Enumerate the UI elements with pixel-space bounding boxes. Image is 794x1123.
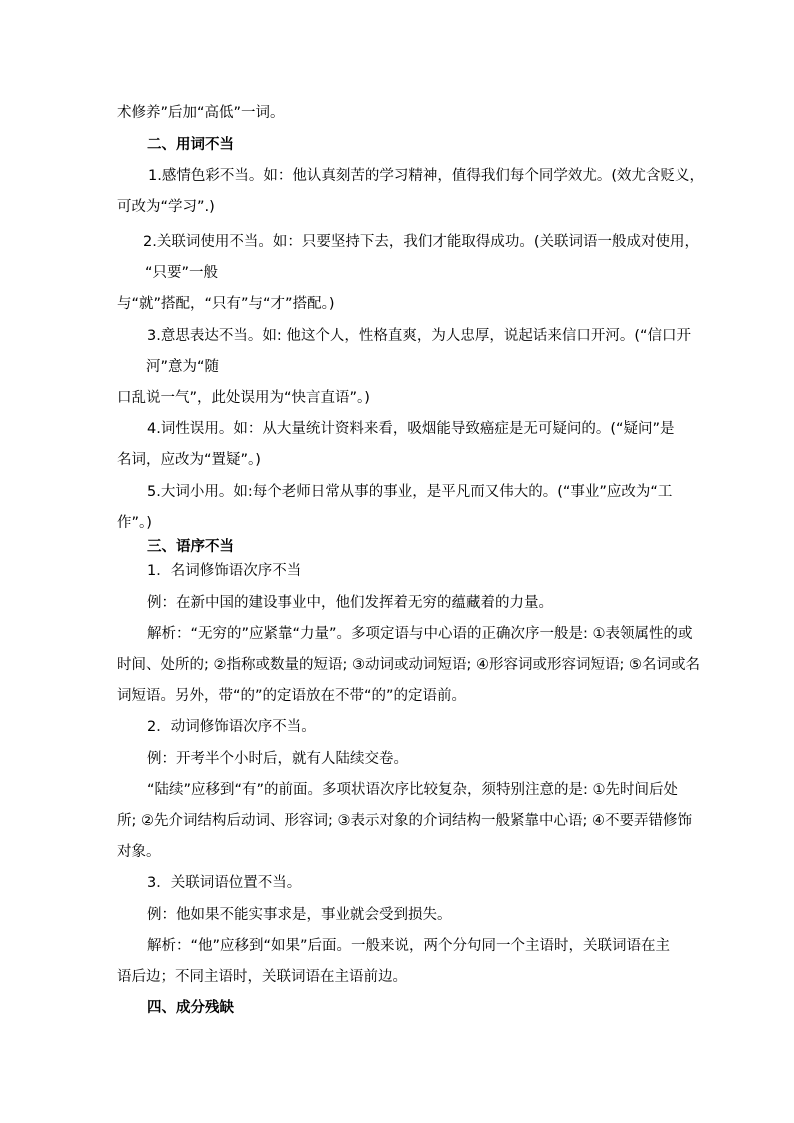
- text-line: 解析：“他”应移到“如果”后面。一般来说，两个分句同一个主语时，关联词语在主: [147, 938, 671, 954]
- text-line: 时间、处所的; ②指称或数量的短语; ③动词或动词短语; ④形容词或形容词短语; ⑤名词或名: [117, 657, 700, 673]
- text-line: 解析：“无穷的”应紧靠“力量”。多项定语与中心语的正确次序一般是: ①表领属性的或: [147, 626, 693, 642]
- text-line: 2.关联词使用不当。如：只要坚持下去，我们才能取得成功。(关联词语一般成对使用，: [143, 234, 699, 250]
- text-line: 作”。): [117, 515, 152, 531]
- text-line: 可改为“学习”.): [117, 199, 215, 215]
- text-line: 河”意为“随: [146, 359, 220, 375]
- text-line: 名词，应改为“置疑”。): [117, 452, 261, 468]
- text-line: 对象。: [117, 844, 161, 860]
- text-line: 口乱说一气”，此处误用为“快言直语”。): [117, 390, 370, 406]
- text-line: 词短语。另外，带“的”的定语放在不带“的”的定语前。: [117, 688, 467, 704]
- example-line: 例：他如果不能实事求是，事业就会受到损失。: [147, 907, 452, 923]
- text-line: 与“就”搭配，“只有”与“才”搭配。): [117, 296, 335, 312]
- text-line: 3.意思表达不当。如: 他这个人，性格直爽，为人忠厚，说起话来信口开河。(“信口开: [147, 328, 691, 344]
- text-line: 所; ②先介词结构后动词、形容词; ③表示对象的介词结构一般紧靠中心语; ④不要弄错修饰: [117, 813, 692, 829]
- text-line: “陆续”应移到“有”的前面。多项状语次序比较复杂，须特别注意的是: ①先时间后处: [147, 782, 679, 798]
- example-line: 例：在新中国的建设事业中，他们发挥着无穷的蕴藏着的力量。: [147, 595, 553, 611]
- text-line: 4.词性误用。如：从大量统计资料来看，吸烟能导致癌症是无可疑问的。(“疑问”是: [147, 421, 675, 437]
- section-heading: 四、成分残缺: [147, 1000, 234, 1016]
- subheading: 1．名词修饰语次序不当: [147, 563, 302, 579]
- subheading: 3．关联词语位置不当。: [147, 875, 302, 891]
- text-line: 1.感情色彩不当。如：他认真刻苦的学习精神，值得我们每个同学效尤。(效尤含贬义，: [148, 168, 704, 184]
- text-line: 语后边；不同主语时，关联词语在主语前边。: [117, 969, 407, 985]
- text-line: 5.大词小用。如:每个老师日常从事的事业，是平凡而又伟大的。(“事业”应改为“工: [147, 484, 673, 500]
- section-heading: 二、用词不当: [147, 137, 234, 153]
- subheading: 2．动词修饰语次序不当。: [147, 719, 316, 735]
- text-line: 术修养”后加“高低”一词。: [117, 105, 285, 121]
- text-line: “只要”一般: [145, 265, 219, 281]
- example-line: 例：开考半个小时后，就有人陆续交卷。: [147, 751, 408, 767]
- section-heading: 三、语序不当: [147, 539, 234, 555]
